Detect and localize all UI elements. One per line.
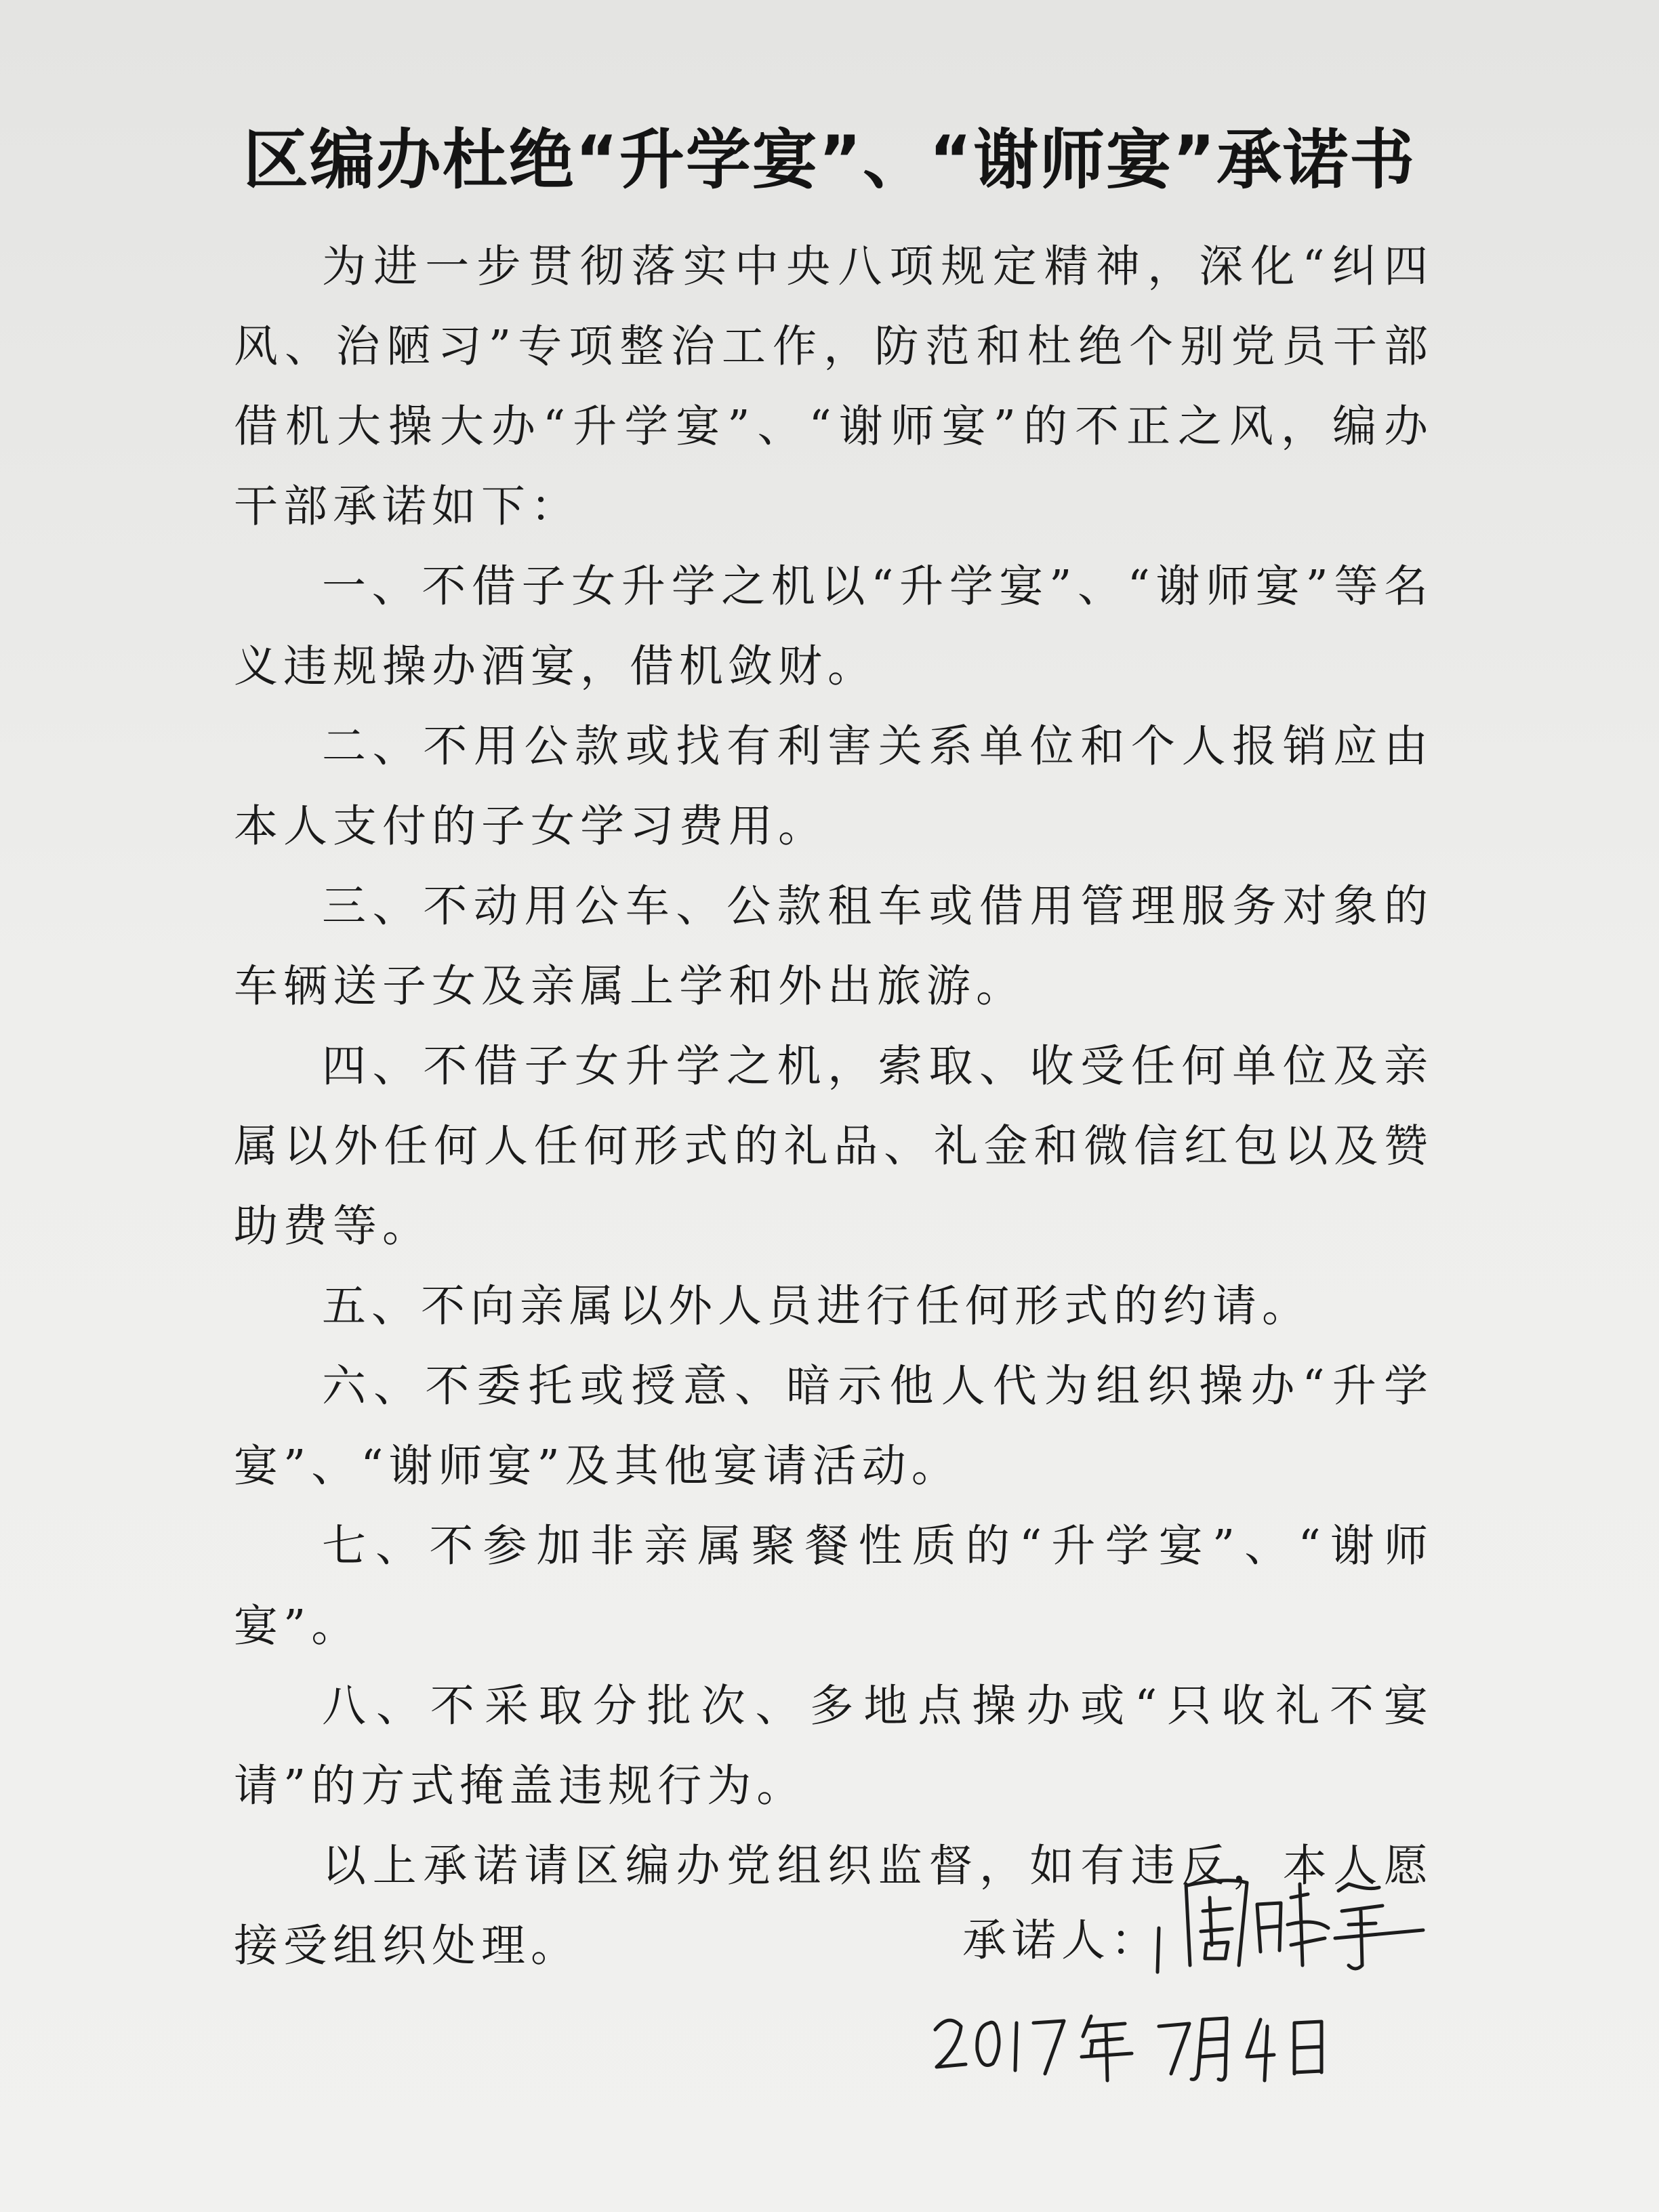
paragraph-item-5: 五、不向亲属以外人员进行任何形式的约请。 <box>322 1281 1312 1332</box>
paragraph-intro: 为进一步贯彻落实中央八项规定精神，深化“纠四风、治陋习”专项整治工作，防范和杜绝个别党员干部借机大操大办“升学宴”、“谢师宴”的不正之风，编办干部承诺如下： <box>234 241 1433 532</box>
document-body <box>234 227 1433 1986</box>
paragraph-item-1: 一、不借子女升学之机以“升学宴”、“谢师宴”等名义违规操办酒宴，借机敛财。 <box>234 561 1433 692</box>
paragraph-item-6: 六、不委托或授意、暗示他人代为组织操办“升学宴”、“谢师宴”及其他宴请活动。 <box>234 1361 1433 1492</box>
paragraph-item-8: 八、不采取分批次、多地点操办或“只收礼不宴请”的方式掩盖违规行为。 <box>234 1681 1433 1811</box>
paragraph-item-7: 七、不参加非亲属聚餐性质的“升学宴”、“谢师宴”。 <box>234 1521 1433 1652</box>
signer-label: 承诺人： <box>962 1915 1161 1966</box>
paragraph-item-4: 四、不借子女升学之机，索取、收受任何单位及亲属以外任何人任何形式的礼品、礼金和微信红包以及赞助费等。 <box>234 1041 1433 1252</box>
paragraph-closing: 以上承诺请区编办党组织监督，如有违反，本人愿接受组织处理。 <box>234 1841 1433 1971</box>
handwritten-signature <box>1145 1864 1430 1986</box>
paragraph-item-2: 二、不用公款或找有利害关系单位和个人报销应由本人支付的子女学习费用。 <box>234 721 1433 852</box>
document-title: 区编办杜绝“升学宴”、“谢师宴”承诺书 <box>243 122 1416 198</box>
paragraph-item-3: 三、不动用公车、公款租车或借用管理服务对象的车辆送子女及亲属上学和外出旅游。 <box>234 881 1433 1012</box>
